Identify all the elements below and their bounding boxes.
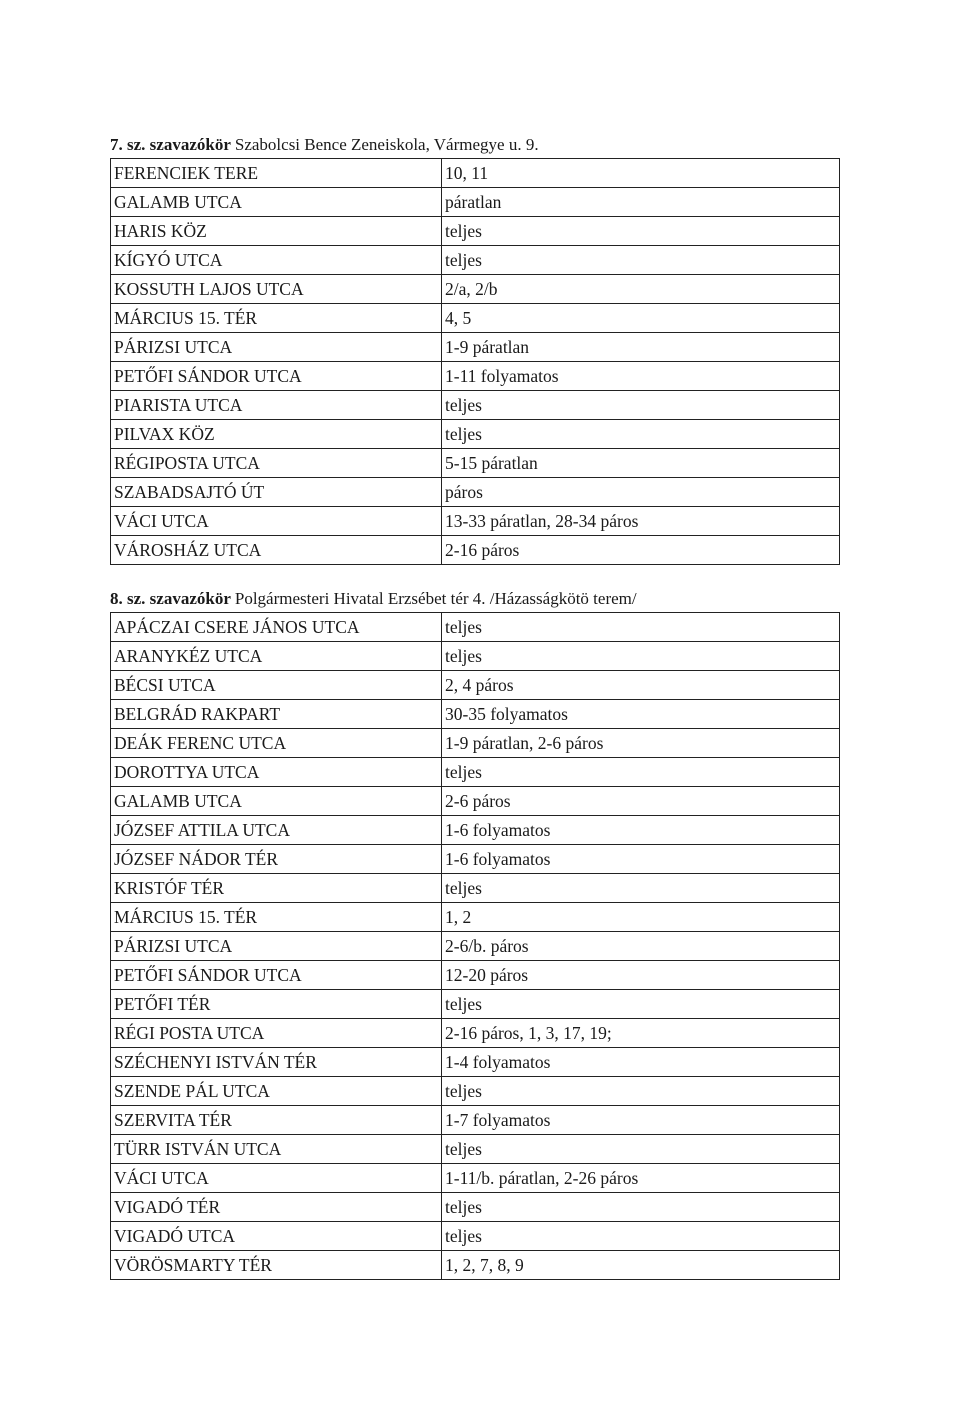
address-range-cell: páratlan [442, 188, 840, 217]
address-range-cell: 2-16 páros, 1, 3, 17, 19; [442, 1019, 840, 1048]
street-name-cell: SZÉCHENYI ISTVÁN TÉR [111, 1048, 442, 1077]
polling-district-8 [110, 588, 840, 1280]
address-range-cell: teljes [442, 420, 840, 449]
table-row [111, 903, 840, 932]
table-row [111, 816, 840, 845]
address-range-cell: teljes [442, 613, 840, 642]
address-range-cell: 2/a, 2/b [442, 275, 840, 304]
street-name-cell: MÁRCIUS 15. TÉR [111, 304, 442, 333]
table-row [111, 1135, 840, 1164]
street-name-cell: SZERVITA TÉR [111, 1106, 442, 1135]
address-range-cell: 1-9 páratlan [442, 333, 840, 362]
address-range-cell: teljes [442, 874, 840, 903]
table-row [111, 449, 840, 478]
street-name-cell: PIARISTA UTCA [111, 391, 442, 420]
address-range-cell: teljes [442, 1077, 840, 1106]
table-row [111, 874, 840, 903]
table-row [111, 420, 840, 449]
street-name-cell: PETŐFI SÁNDOR UTCA [111, 961, 442, 990]
table-row [111, 642, 840, 671]
table-row [111, 507, 840, 536]
address-range-cell: 10, 11 [442, 159, 840, 188]
address-range-cell: teljes [442, 1135, 840, 1164]
district-location: Szabolcsi Bence Zeneiskola, Vármegye u. 9. [234, 135, 539, 154]
address-range-cell: 1-11 folyamatos [442, 362, 840, 391]
address-range-cell: 1, 2 [442, 903, 840, 932]
street-name-cell: RÉGIPOSTA UTCA [111, 449, 442, 478]
table-row [111, 1222, 840, 1251]
street-table-body [111, 613, 840, 1280]
address-range-cell: páros [442, 478, 840, 507]
address-range-cell: teljes [442, 217, 840, 246]
table-row [111, 932, 840, 961]
street-name-cell: DOROTTYA UTCA [111, 758, 442, 787]
street-name-cell: KOSSUTH LAJOS UTCA [111, 275, 442, 304]
address-range-cell: 5-15 páratlan [442, 449, 840, 478]
street-name-cell: MÁRCIUS 15. TÉR [111, 903, 442, 932]
street-name-cell: GALAMB UTCA [111, 188, 442, 217]
table-row [111, 787, 840, 816]
table-row [111, 1077, 840, 1106]
street-name-cell: PÁRIZSI UTCA [111, 932, 442, 961]
street-name-cell: VIGADÓ TÉR [111, 1193, 442, 1222]
table-row [111, 700, 840, 729]
street-name-cell: JÓZSEF NÁDOR TÉR [111, 845, 442, 874]
street-name-cell: SZENDE PÁL UTCA [111, 1077, 442, 1106]
table-row [111, 1251, 840, 1280]
table-row [111, 961, 840, 990]
address-range-cell: teljes [442, 1193, 840, 1222]
address-range-cell: 13-33 páratlan, 28-34 páros [442, 507, 840, 536]
address-range-cell: teljes [442, 758, 840, 787]
address-range-cell: 2-6/b. páros [442, 932, 840, 961]
street-name-cell: VÁCI UTCA [111, 507, 442, 536]
section-heading [110, 134, 840, 158]
district-number: 7. sz. szavazókör [110, 135, 231, 154]
street-name-cell: TÜRR ISTVÁN UTCA [111, 1135, 442, 1164]
table-row [111, 1164, 840, 1193]
table-row [111, 758, 840, 787]
table-row [111, 159, 840, 188]
street-name-cell: PILVAX KÖZ [111, 420, 442, 449]
street-name-cell: PÁRIZSI UTCA [111, 333, 442, 362]
table-row [111, 188, 840, 217]
address-range-cell: 4, 5 [442, 304, 840, 333]
street-table [110, 612, 840, 1280]
table-row [111, 333, 840, 362]
address-range-cell: 1-9 páratlan, 2-6 páros [442, 729, 840, 758]
street-name-cell: VIGADÓ UTCA [111, 1222, 442, 1251]
table-row [111, 536, 840, 565]
table-row [111, 246, 840, 275]
polling-district-7 [110, 134, 840, 565]
street-name-cell: BÉCSI UTCA [111, 671, 442, 700]
address-range-cell: 1-6 folyamatos [442, 816, 840, 845]
address-range-cell: 1-4 folyamatos [442, 1048, 840, 1077]
table-row [111, 729, 840, 758]
table-row [111, 845, 840, 874]
table-row [111, 275, 840, 304]
address-range-cell: 30-35 folyamatos [442, 700, 840, 729]
address-range-cell: 1-7 folyamatos [442, 1106, 840, 1135]
address-range-cell: teljes [442, 642, 840, 671]
address-range-cell: teljes [442, 246, 840, 275]
address-range-cell: 2-6 páros [442, 787, 840, 816]
table-row [111, 1019, 840, 1048]
street-name-cell: BELGRÁD RAKPART [111, 700, 442, 729]
address-range-cell: 2, 4 páros [442, 671, 840, 700]
table-row [111, 362, 840, 391]
street-name-cell: JÓZSEF ATTILA UTCA [111, 816, 442, 845]
table-row [111, 613, 840, 642]
table-row [111, 391, 840, 420]
address-range-cell: 2-16 páros [442, 536, 840, 565]
street-name-cell: APÁCZAI CSERE JÁNOS UTCA [111, 613, 442, 642]
table-row [111, 671, 840, 700]
address-range-cell: teljes [442, 990, 840, 1019]
table-row [111, 304, 840, 333]
address-range-cell: teljes [442, 391, 840, 420]
table-row [111, 1106, 840, 1135]
section-heading [110, 588, 840, 612]
street-name-cell: VÖRÖSMARTY TÉR [111, 1251, 442, 1280]
street-name-cell: PETŐFI TÉR [111, 990, 442, 1019]
street-name-cell: GALAMB UTCA [111, 787, 442, 816]
table-row [111, 217, 840, 246]
street-name-cell: KRISTÓF TÉR [111, 874, 442, 903]
address-range-cell: 1-11/b. páratlan, 2-26 páros [442, 1164, 840, 1193]
street-table [110, 158, 840, 565]
address-range-cell: 1-6 folyamatos [442, 845, 840, 874]
street-name-cell: KÍGYÓ UTCA [111, 246, 442, 275]
district-location: Polgármesteri Hivatal Erzsébet tér 4. /Házasságkötö terem/ [234, 589, 637, 608]
table-row [111, 1193, 840, 1222]
address-range-cell: 1, 2, 7, 8, 9 [442, 1251, 840, 1280]
address-range-cell: 12-20 páros [442, 961, 840, 990]
street-name-cell: DEÁK FERENC UTCA [111, 729, 442, 758]
table-row [111, 478, 840, 507]
street-name-cell: HARIS KÖZ [111, 217, 442, 246]
street-name-cell: ARANYKÉZ UTCA [111, 642, 442, 671]
street-name-cell: FERENCIEK TERE [111, 159, 442, 188]
table-row [111, 990, 840, 1019]
table-row [111, 1048, 840, 1077]
street-name-cell: VÁCI UTCA [111, 1164, 442, 1193]
street-name-cell: RÉGI POSTA UTCA [111, 1019, 442, 1048]
district-number: 8. sz. szavazókör [110, 589, 231, 608]
street-name-cell: VÁROSHÁZ UTCA [111, 536, 442, 565]
street-name-cell: PETŐFI SÁNDOR UTCA [111, 362, 442, 391]
street-table-body [111, 159, 840, 565]
address-range-cell: teljes [442, 1222, 840, 1251]
street-name-cell: SZABADSAJTÓ ÚT [111, 478, 442, 507]
